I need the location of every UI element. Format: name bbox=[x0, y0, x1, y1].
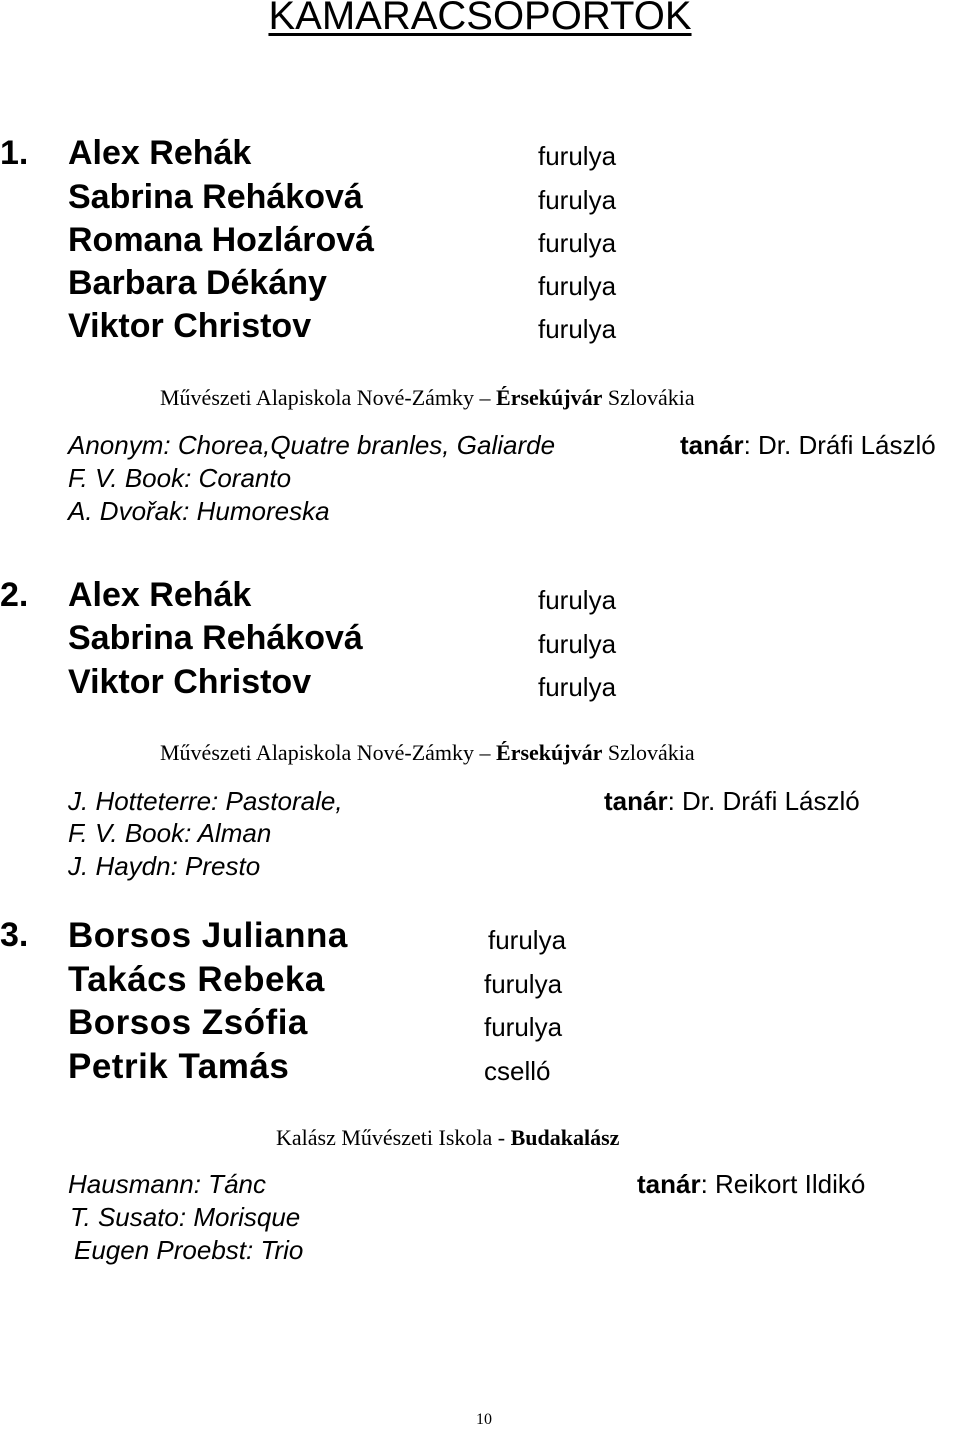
school-city: Érsekújvár bbox=[496, 385, 603, 410]
member-instrument: furulya bbox=[484, 1012, 563, 1042]
member-name: Borsos Zsófia bbox=[68, 1003, 308, 1042]
member-name: Barbara Dékány bbox=[68, 264, 327, 302]
member-name: Petrik Tamás bbox=[68, 1047, 290, 1086]
member-instrument: cselló bbox=[484, 1056, 551, 1086]
teacher-line bbox=[604, 786, 860, 817]
member-instrument: furulya bbox=[484, 969, 563, 999]
piece: Hausmann: Tánc bbox=[68, 1169, 266, 1199]
piece: T. Susato: Morisque bbox=[70, 1202, 301, 1232]
school-country: Szlovákia bbox=[602, 385, 695, 410]
teacher-label: tanár bbox=[680, 430, 744, 460]
member-instrument: furulya bbox=[538, 228, 617, 258]
teacher-label: tanár bbox=[604, 786, 668, 816]
member-name: Alex Rehák bbox=[68, 134, 252, 172]
piece: Anonym: Chorea,Quatre branles, Galiarde bbox=[68, 430, 556, 460]
teacher-name: : Dr. Dráfi László bbox=[667, 786, 860, 816]
school-line bbox=[276, 1125, 619, 1151]
member-name: Alex Rehák bbox=[68, 576, 252, 614]
member-instrument: furulya bbox=[488, 925, 567, 955]
teacher-name: : Dr. Dráfi László bbox=[743, 430, 936, 460]
school-name: Művészeti Alapiskola Nové-Zámky – bbox=[160, 740, 497, 765]
teacher-name: : Reikort Ildikó bbox=[700, 1169, 866, 1199]
piece: A. Dvořak: Humoreska bbox=[68, 496, 330, 526]
school-line bbox=[160, 385, 695, 411]
member-name: Borsos Julianna bbox=[68, 916, 348, 955]
member-instrument: furulya bbox=[538, 585, 617, 615]
piece: J. Haydn: Presto bbox=[68, 851, 261, 881]
school-name: Művészeti Alapiskola Nové-Zámky – bbox=[160, 385, 497, 410]
member-instrument: furulya bbox=[538, 672, 617, 702]
member-name: Takács Rebeka bbox=[68, 960, 325, 999]
group-number: 3. bbox=[0, 916, 29, 954]
group-number: 2. bbox=[0, 576, 29, 614]
member-name: Sabrina Reháková bbox=[68, 178, 363, 216]
school-line bbox=[160, 740, 695, 766]
school-country: Szlovákia bbox=[602, 740, 695, 765]
member-name: Viktor Christov bbox=[68, 663, 312, 701]
school-name: Kalász Művészeti Iskola - bbox=[276, 1125, 511, 1150]
page-number: 10 bbox=[476, 1411, 492, 1428]
member-name: Viktor Christov bbox=[68, 307, 312, 345]
school-city: Budakalász bbox=[510, 1125, 620, 1150]
member-name: Sabrina Reháková bbox=[68, 619, 363, 657]
member-instrument: furulya bbox=[538, 271, 617, 301]
page-title: KAMARACSOPORTOK bbox=[268, 0, 692, 38]
teacher-line bbox=[680, 430, 936, 461]
member-name: Romana Hozlárová bbox=[68, 221, 375, 259]
piece: F. V. Book: Coranto bbox=[68, 463, 292, 493]
member-instrument: furulya bbox=[538, 185, 617, 215]
group-number: 1. bbox=[0, 134, 29, 172]
teacher-label: tanár bbox=[637, 1169, 701, 1199]
piece: J. Hotteterre: Pastorale, bbox=[68, 786, 343, 816]
teacher-line bbox=[637, 1169, 865, 1200]
school-city: Érsekújvár bbox=[496, 740, 603, 765]
member-instrument: furulya bbox=[538, 141, 617, 171]
member-instrument: furulya bbox=[538, 314, 617, 344]
piece: Eugen Proebst: Trio bbox=[74, 1235, 304, 1265]
member-instrument: furulya bbox=[538, 629, 617, 659]
piece: F. V. Book: Alman bbox=[68, 818, 272, 848]
